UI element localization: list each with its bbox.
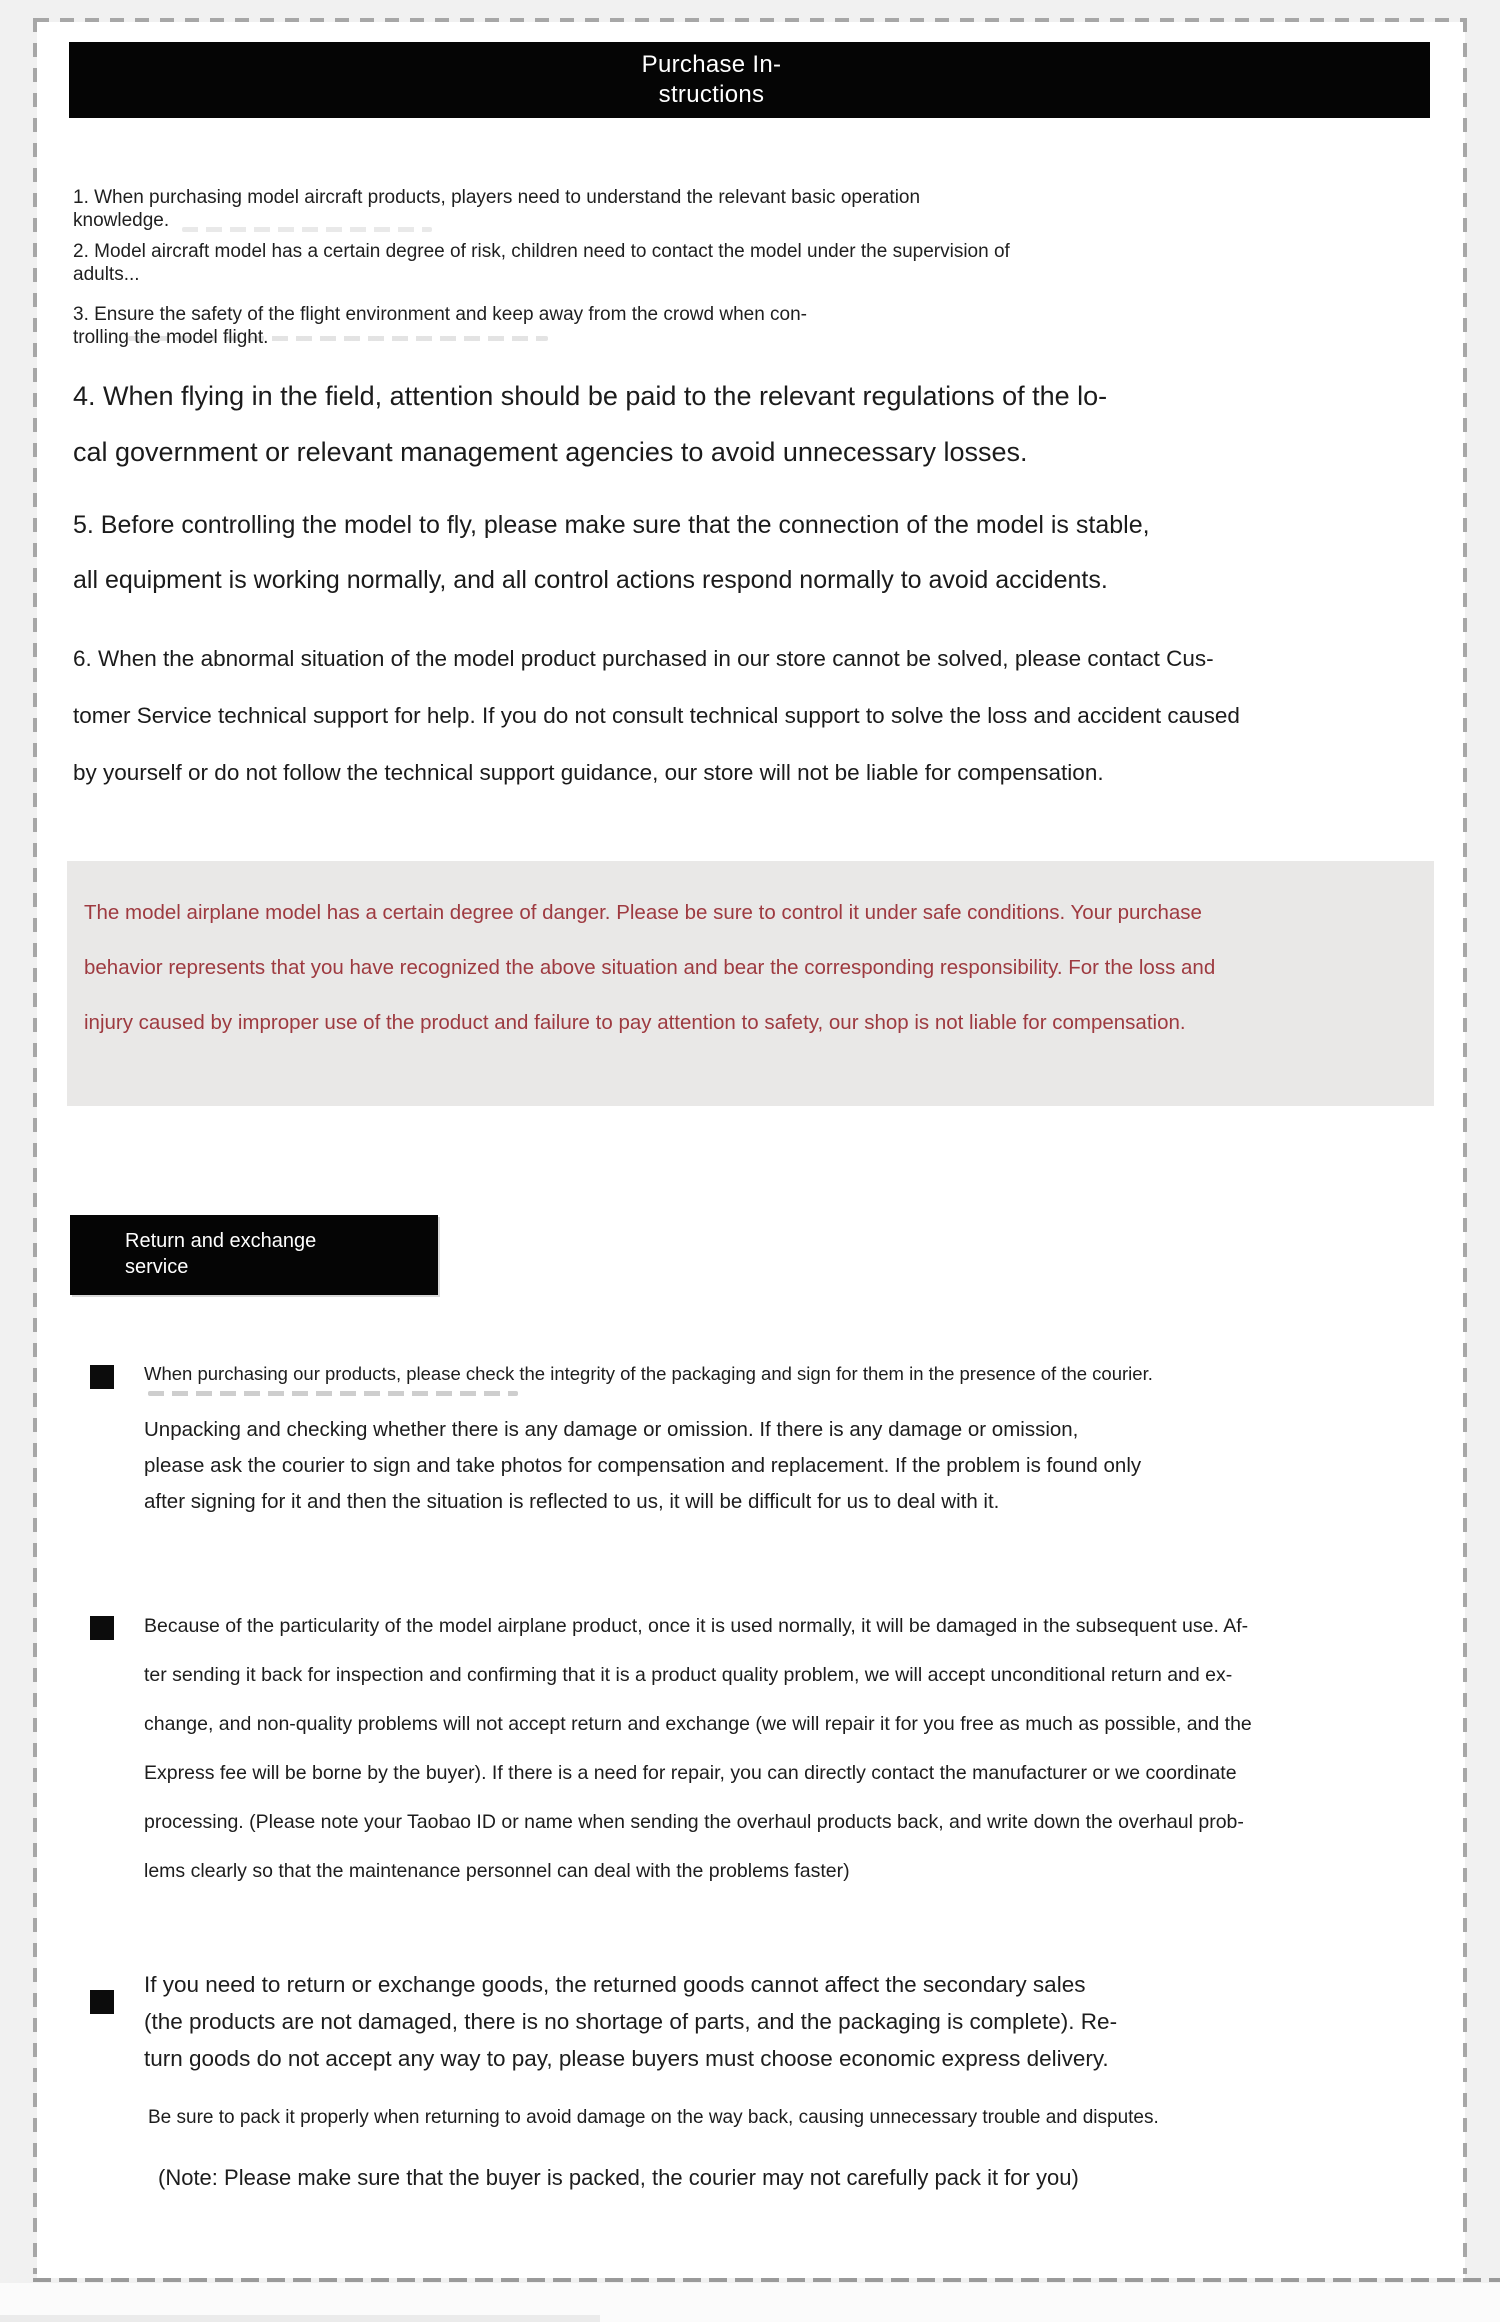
dashed-border-left [33, 18, 37, 2274]
next-section-edge [0, 2315, 600, 2322]
bullet-square-icon [90, 1365, 114, 1389]
instruction-item-4: 4. When flying in the field, attention should be paid to the relevant regulations of the lo- cal government or relevant management agencies to avoid unnecessary losses. [73, 381, 1108, 467]
dashed-border-top [35, 18, 1467, 22]
instruction-item-2: 2. Model aircraft model has a certain degree of risk, children need to contact the model under the supervision of adults... [73, 241, 1010, 285]
dashed-border-right [1463, 18, 1467, 2274]
danger-warning-text: The model airplane model has a certain degree of danger. Please be sure to control it under safe conditions. Your purchase behavior represents that you have recognized the above situation and bear the corresponding responsibility. For the loss and injury caused by improper use of the product and failure to pay attention to safety, our shop is not liable for compensation. [84, 901, 1216, 1034]
bullet-square-icon [90, 1990, 114, 2014]
buyer-packing-note: (Note: Please make sure that the buyer is packed, the courier may not carefully pack it for you) [158, 2165, 1079, 2190]
returns-bullet3-body: If you need to return or exchange goods, the returned goods cannot affect the secondary sales (the products are not damaged, there is no shortage of parts, and the packaging is complete). Re- turn goods do not accept any way to pay, please buyers must choose economic express delivery. [144, 1972, 1118, 2071]
purchase-instructions-title: Purchase In- structions [641, 51, 782, 108]
danger-warning-box [67, 861, 1434, 1106]
returns-header [70, 1215, 438, 1295]
returns-bullet1-body: Unpacking and checking whether there is any damage or omission. If there is any damage or omission, please ask the courier to sign and take photos for compensation and replacement. If the problem is found only after signing for it and then the situation is reflected to us, it will be difficult for us to deal with it. [144, 1418, 1142, 1513]
instruction-item-5: 5. Before controlling the model to fly, please make sure that the connection of the model is stable, all equipment is working normally, and all control actions respond normally to avoid accidents. [73, 511, 1150, 594]
page-sheet [37, 22, 1465, 2278]
returns-bullet2-body: Because of the particularity of the model airplane product, once it is used normally, it will be damaged in the subsequent use. Af- ter sending it back for inspection and confirming that it is a product quality problem, we will accept unconditional return and ex- change, and non-quality problems will not accept return and exchange (we will repair it for you free as much as possible, and the Express fee will be borne by the buyer). If there is a need for repair, you can directly contact the manufacturer or we coordinate processing. (Please note your Taobao ID or name when sending the overhaul products back, and write down the overhaul prob- lems clearly so that the maintenance personnel can deal with the problems faster) [144, 1615, 1252, 1882]
purchase-instructions-header [69, 42, 1430, 118]
instruction-item-3: 3. Ensure the safety of the flight environment and keep away from the crowd when con- trolling the model flight. [73, 304, 808, 348]
bullet-square-icon [90, 1616, 114, 1640]
packing-note: Be sure to pack it properly when returning to avoid damage on the way back, causing unnecessary trouble and disputes. [148, 2107, 1159, 2128]
instruction-item-1: 1. When purchasing model aircraft products, players need to understand the relevant basic operation knowledge. [73, 187, 921, 231]
returns-bullet1-intro: When purchasing our products, please check the integrity of the packaging and sign for them in the presence of the courier. [144, 1363, 1153, 1384]
erased-text-artifact [182, 227, 432, 232]
returns-header-title: Return and exchange service [125, 1230, 317, 1278]
erased-text-artifact [148, 1391, 518, 1396]
instruction-item-6: 6. When the abnormal situation of the model product purchased in our store cannot be solved, please contact Cus- tomer Service technical support for help. If you do not consult technical support to solve the loss and accident caused by yourself or do not follow the technical support guidance, our store will not be liable for compensation. [73, 646, 1240, 785]
bottom-dashed-divider [33, 2278, 1500, 2282]
